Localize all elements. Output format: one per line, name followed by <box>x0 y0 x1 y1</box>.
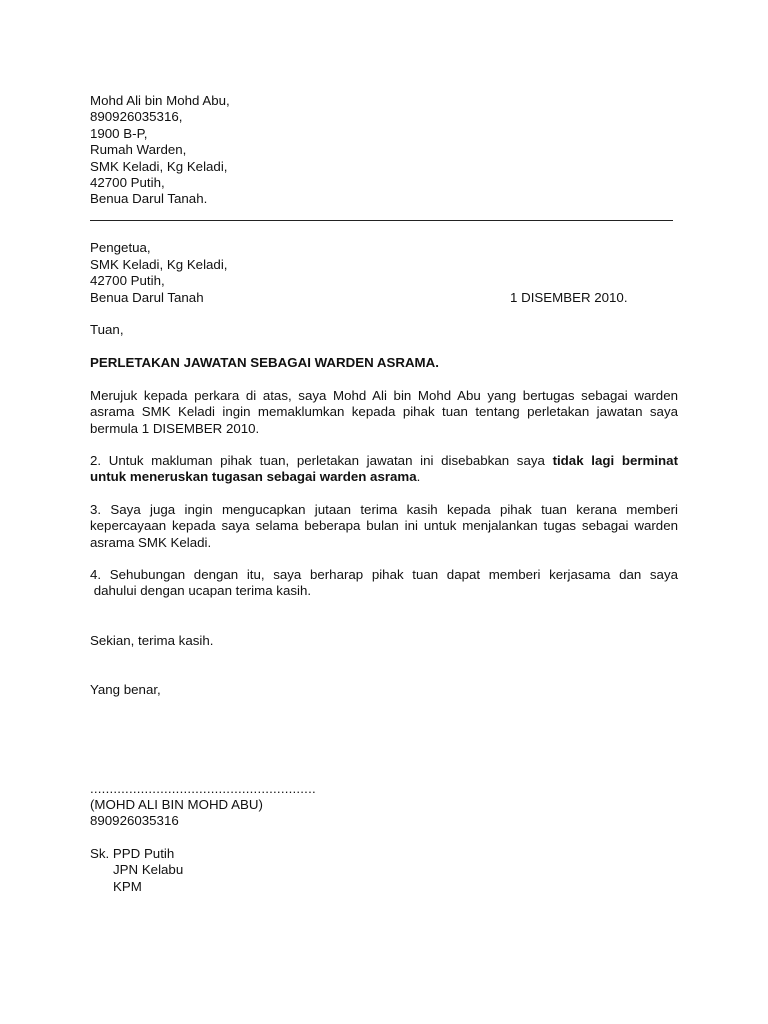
paragraph-text: . <box>416 469 421 485</box>
sender-address-line: 1900 B-P, <box>90 126 148 141</box>
paragraph-1 <box>90 388 678 437</box>
paragraph-line: asrama SMK Keladi. <box>90 534 212 550</box>
sender-address-line: 42700 Putih, <box>90 175 165 190</box>
cc-label: Sk. PPD Putih <box>90 846 175 861</box>
header-divider <box>90 220 673 221</box>
paragraph-text: 2. Untuk makluman pihak tuan, perletakan jawatan ini disebabkan saya <box>90 453 545 468</box>
emphasis-text: untuk meneruskan tugasan sebagai warden asrama <box>90 469 417 485</box>
paragraph-line: 3. Saya juga ingin mengucapkan jutaan terima kasih kepada pihak tuan kerana memberi <box>90 502 678 517</box>
paragraph-line: 4. Sehubungan dengan itu, saya berharap pihak tuan dapat memberi kerjasama dan saya <box>90 567 678 582</box>
closing-thanks: Sekian, terima kasih. <box>90 633 214 648</box>
paragraph-3 <box>90 502 678 551</box>
paragraph-line <box>90 469 678 485</box>
sender-address-line: Rumah Warden, <box>90 142 187 157</box>
cc-line: KPM <box>113 879 142 894</box>
sender-address-line: Benua Darul Tanah. <box>90 191 208 206</box>
sender-address-line: SMK Keladi, Kg Keladi, <box>90 159 228 174</box>
recipient-line: SMK Keladi, Kg Keladi, <box>90 257 228 272</box>
signer-ic: 890926035316 <box>90 813 179 828</box>
letter-date: 1 DISEMBER 2010. <box>510 290 628 305</box>
cc-line: JPN Kelabu <box>113 862 184 877</box>
sign-off: Yang benar, <box>90 682 161 697</box>
paragraph-line <box>90 453 678 469</box>
paragraph-line: asrama SMK Keladi ingin memaklumkan kepada pihak tuan tentang perletakan jawatan saya <box>90 404 678 420</box>
paragraph-line: kepercayaan kepada saya selama beberapa bulan ini untuk menjalankan tugas sebagai warden <box>90 518 678 534</box>
paragraph-line: bermula 1 DISEMBER 2010. <box>90 420 260 436</box>
signature-line: .......................................................... <box>90 781 316 796</box>
sender-ic: 890926035316, <box>90 109 183 124</box>
recipient-line: Benua Darul Tanah <box>90 290 204 305</box>
recipient-line: Pengetua, <box>90 240 151 255</box>
salutation: Tuan, <box>90 322 124 337</box>
paragraph-2 <box>90 453 678 486</box>
paragraph-line: dahului dengan ucapan terima kasih. <box>90 583 312 599</box>
emphasis-text: tidak lagi berminat <box>552 453 678 468</box>
sender-name: Mohd Ali bin Mohd Abu, <box>90 93 230 108</box>
signer-name: (MOHD ALI BIN MOHD ABU) <box>90 797 263 812</box>
paragraph-4 <box>90 567 678 600</box>
recipient-line: 42700 Putih, <box>90 273 165 288</box>
paragraph-line: Merujuk kepada perkara di atas, saya Mohd Ali bin Mohd Abu yang bertugas sebagai warden <box>90 388 678 403</box>
letter-subject: PERLETAKAN JAWATAN SEBAGAI WARDEN ASRAMA. <box>90 355 439 370</box>
